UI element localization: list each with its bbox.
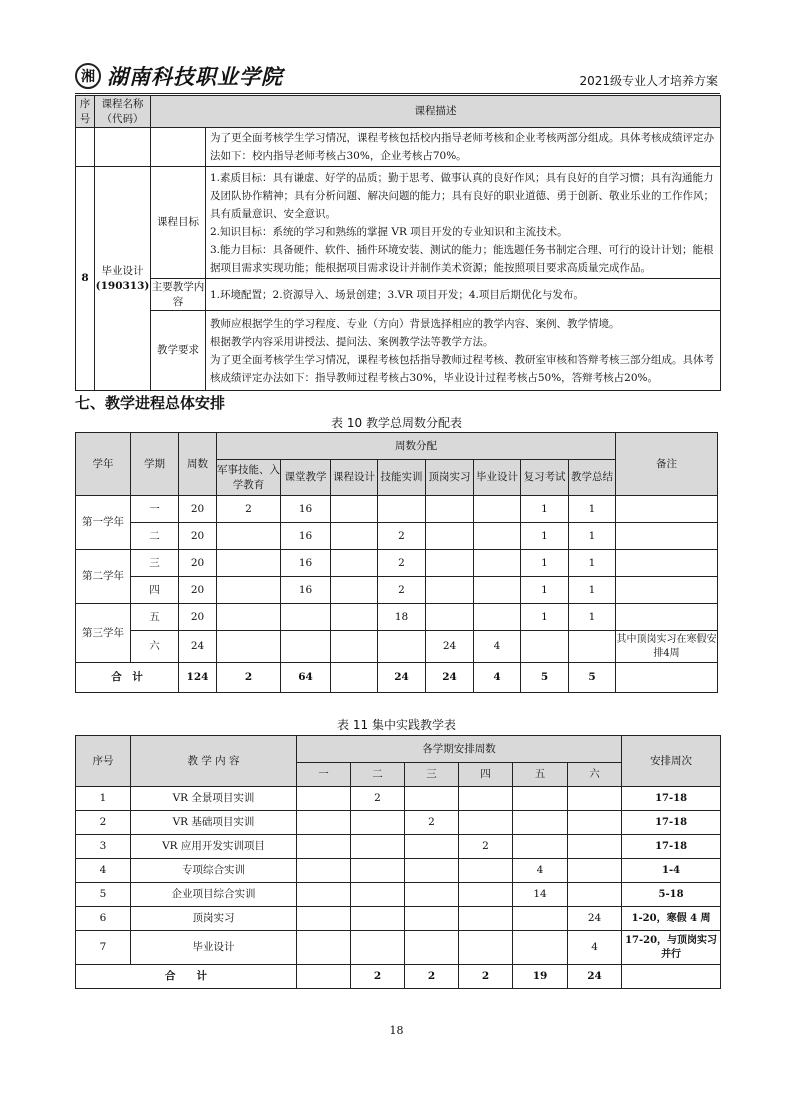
value-cell: 1 <box>569 550 616 577</box>
header-term: 学期 <box>131 433 179 496</box>
value-cell: 16 <box>281 550 331 577</box>
row-text: 1.环境配置；2.资源导入、场景创建；3.VR 项目开发；4.项目后期优化与发布。 <box>206 279 721 311</box>
term-header: 四 <box>459 763 513 787</box>
total-value <box>331 663 378 693</box>
weeks-distribution-table <box>75 432 718 693</box>
total-value: 24 <box>426 663 474 693</box>
term-value-cell <box>351 931 405 965</box>
practice-teaching-table <box>75 735 721 989</box>
term-cell: 六 <box>131 631 179 663</box>
value-cell: 2 <box>378 550 426 577</box>
weeks-cell: 20 <box>179 496 217 523</box>
term-value-cell <box>351 811 405 835</box>
table-row <box>76 550 718 577</box>
total-value: 19 <box>513 965 568 989</box>
total-value: 64 <box>281 663 331 693</box>
term-value-cell <box>405 931 459 965</box>
course-code: (190313) <box>95 279 150 292</box>
subheader: 军事技能、入学教育 <box>217 460 281 496</box>
schedule-cell: 17-18 <box>622 835 721 859</box>
year-cell: 第二学年 <box>76 550 131 604</box>
value-cell <box>217 577 281 604</box>
header-distribution: 周数分配 <box>217 433 616 460</box>
table-row <box>76 883 721 907</box>
weeks-cell: 20 <box>179 550 217 577</box>
no-cell: 5 <box>76 883 131 907</box>
value-cell <box>426 577 474 604</box>
term-cell: 四 <box>131 577 179 604</box>
row-label: 教学要求 <box>151 311 206 391</box>
term-value-cell <box>568 883 622 907</box>
term-value-cell <box>297 787 351 811</box>
no-cell: 3 <box>76 835 131 859</box>
value-cell: 18 <box>378 604 426 631</box>
value-cell: 1 <box>569 577 616 604</box>
table11-caption: 表 11 集中实践教学表 <box>337 718 456 732</box>
term-header: 六 <box>568 763 622 787</box>
value-cell <box>378 496 426 523</box>
subheader: 课程设计 <box>331 460 378 496</box>
term-value-cell <box>351 883 405 907</box>
term-value-cell <box>459 859 513 883</box>
value-cell <box>426 496 474 523</box>
course-description-table <box>75 95 721 391</box>
note-cell <box>616 577 718 604</box>
course-name: 毕业设计 <box>101 265 144 278</box>
value-cell: 1 <box>521 496 569 523</box>
term-value-cell <box>297 859 351 883</box>
term-value-cell: 24 <box>568 907 622 931</box>
term-value-cell <box>351 907 405 931</box>
value-cell: 1 <box>521 523 569 550</box>
total-value: 24 <box>378 663 426 693</box>
value-cell <box>281 631 331 663</box>
value-cell <box>331 604 378 631</box>
table-row <box>76 835 721 859</box>
value-cell: 2 <box>378 577 426 604</box>
term-value-cell <box>459 811 513 835</box>
content-cell: VR 应用开发实训项目 <box>131 835 297 859</box>
table-row <box>76 907 721 931</box>
value-cell <box>426 550 474 577</box>
term-value-cell <box>513 931 568 965</box>
header-schedule: 安排周次 <box>622 736 721 787</box>
value-cell <box>217 523 281 550</box>
value-cell <box>217 631 281 663</box>
header-content: 教 学 内 容 <box>131 736 297 787</box>
header-year: 学年 <box>76 433 131 496</box>
value-cell <box>331 631 378 663</box>
term-value-cell <box>513 907 568 931</box>
total-row <box>76 663 718 693</box>
term-value-cell: 14 <box>513 883 568 907</box>
weeks-cell: 20 <box>179 523 217 550</box>
term-value-cell: 4 <box>513 859 568 883</box>
value-cell <box>474 604 521 631</box>
note-cell <box>616 550 718 577</box>
term-value-cell: 2 <box>405 811 459 835</box>
schedule-cell: 1-20，寒假 4 周 <box>622 907 721 931</box>
value-cell: 1 <box>569 523 616 550</box>
no-cell: 1 <box>76 787 131 811</box>
course-name-cell <box>95 167 151 391</box>
value-cell: 1 <box>521 550 569 577</box>
term-value-cell <box>351 835 405 859</box>
subheader: 顶岗实习 <box>426 460 474 496</box>
total-note <box>616 663 718 693</box>
term-value-cell <box>459 787 513 811</box>
term-value-cell <box>351 859 405 883</box>
value-cell <box>474 496 521 523</box>
total-label: 合 计 <box>76 663 179 693</box>
course-no: 8 <box>76 167 95 391</box>
term-header: 二 <box>351 763 405 787</box>
term-value-cell <box>405 907 459 931</box>
total-value: 2 <box>351 965 405 989</box>
term-value-cell <box>513 787 568 811</box>
page-number: 18 <box>389 1024 404 1037</box>
total-value: 2 <box>405 965 459 989</box>
continuation-text: 为了更全面考核学生学习情况，课程考核包括校内指导老师考核和企业考核两部分组成。具体考核成绩评定办法如下：校内指导老师考核占30%，企业考核占70%。 <box>206 128 721 167</box>
value-cell <box>426 523 474 550</box>
term-value-cell <box>297 883 351 907</box>
term-value-cell <box>405 883 459 907</box>
value-cell: 16 <box>281 577 331 604</box>
total-row <box>76 965 721 989</box>
no-cell: 4 <box>76 859 131 883</box>
weeks-cell: 24 <box>179 631 217 663</box>
note-cell <box>616 604 718 631</box>
table-row <box>76 631 718 663</box>
value-cell: 16 <box>281 496 331 523</box>
header-note: 备注 <box>616 433 718 496</box>
term-cell: 一 <box>131 496 179 523</box>
no-cell: 6 <box>76 907 131 931</box>
weeks-cell: 20 <box>179 604 217 631</box>
table-header-row <box>76 433 718 460</box>
term-cell: 三 <box>131 550 179 577</box>
term-cell: 五 <box>131 604 179 631</box>
school-seal-icon: 湘 <box>75 63 101 89</box>
content-row <box>76 279 721 311</box>
term-value-cell <box>297 931 351 965</box>
school-name: 湖南科技职业学院 <box>107 64 283 89</box>
total-schedule <box>622 965 721 989</box>
schedule-cell: 17-20，与顶岗实习并行 <box>622 931 721 965</box>
term-value-cell: 2 <box>351 787 405 811</box>
term-value-cell <box>297 811 351 835</box>
value-cell: 16 <box>281 523 331 550</box>
table10-caption: 表 10 教学总周数分配表 <box>331 416 462 430</box>
term-value-cell <box>405 859 459 883</box>
value-cell <box>378 631 426 663</box>
value-cell: 24 <box>426 631 474 663</box>
subheader: 课堂教学 <box>281 460 331 496</box>
schedule-cell: 5-18 <box>622 883 721 907</box>
term-value-cell <box>405 787 459 811</box>
total-value: 2 <box>217 663 281 693</box>
value-cell <box>521 631 569 663</box>
schedule-cell: 17-18 <box>622 787 721 811</box>
note-cell <box>616 496 718 523</box>
term-value-cell <box>568 811 622 835</box>
schedule-cell: 1-4 <box>622 859 721 883</box>
content-cell: 专项综合实训 <box>131 859 297 883</box>
row-label: 主要教学内容 <box>151 279 206 311</box>
course-row <box>76 167 721 279</box>
term-value-cell <box>297 907 351 931</box>
total-value: 2 <box>459 965 513 989</box>
school-logo <box>75 62 283 90</box>
subheader: 教学总结 <box>569 460 616 496</box>
table-row <box>76 604 718 631</box>
row-label: 课程目标 <box>151 167 206 279</box>
value-cell <box>331 523 378 550</box>
no-cell: 2 <box>76 811 131 835</box>
year-cell: 第一学年 <box>76 496 131 550</box>
table-row <box>76 577 718 604</box>
value-cell <box>569 631 616 663</box>
doc-title: 2021级专业人才培养方案 <box>579 74 718 88</box>
requirement-row <box>76 311 721 391</box>
term-value-cell <box>513 811 568 835</box>
table-row <box>76 787 721 811</box>
table-row <box>76 859 721 883</box>
term-cell: 二 <box>131 523 179 550</box>
term-value-cell <box>513 835 568 859</box>
term-value-cell <box>459 907 513 931</box>
value-cell <box>331 577 378 604</box>
term-value-cell <box>568 835 622 859</box>
note-cell: 其中顶岗实习在寒假安排4周 <box>616 631 718 663</box>
value-cell: 2 <box>378 523 426 550</box>
year-cell: 第三学年 <box>76 604 131 663</box>
value-cell <box>331 496 378 523</box>
term-value-cell <box>459 883 513 907</box>
total-weeks: 124 <box>179 663 217 693</box>
total-value <box>297 965 351 989</box>
table-header-row <box>76 736 721 763</box>
value-cell <box>331 550 378 577</box>
subheader: 复习考试 <box>521 460 569 496</box>
content-cell: 企业项目综合实训 <box>131 883 297 907</box>
value-cell <box>474 523 521 550</box>
content-cell: 顶岗实习 <box>131 907 297 931</box>
total-value: 5 <box>569 663 616 693</box>
subheader: 技能实训 <box>378 460 426 496</box>
note-cell <box>616 523 718 550</box>
value-cell <box>426 604 474 631</box>
subheader: 毕业设计 <box>474 460 521 496</box>
table-row <box>76 811 721 835</box>
value-cell: 1 <box>569 604 616 631</box>
content-cell: 毕业设计 <box>131 931 297 965</box>
value-cell: 1 <box>521 577 569 604</box>
header-no: 序号 <box>76 736 131 787</box>
header-course-name: 课程名称（代码） <box>95 96 151 128</box>
total-value: 24 <box>568 965 622 989</box>
table-header-row <box>76 96 721 128</box>
table-row <box>76 523 718 550</box>
value-cell: 1 <box>521 604 569 631</box>
term-value-cell <box>568 787 622 811</box>
content-cell: VR 基础项目实训 <box>131 811 297 835</box>
row-text: 1.素质目标：具有谦虚、好学的品质；勤于思考、做事认真的良好作风；具有良好的自学习惯；具有沟通能力及团队协作精神；具有分析问题、解决问题的能力；具有良好的职业道德、勇于创新、敬业乐业的工作作风；具有质量意识、安全意识。 2.知识目标：系统的学习和熟练的掌握 VR 项目开发的专业知识和主流技术。 3.能力目标：具备硬件、软件、插件环境安装、测试的能力；能选题任务书制定合理、可行的设计计划；能根据项目需求实现功能；能根据项目需求设计并制作美术资源；能按照项目要求高质量完成作品。 <box>206 167 721 279</box>
header-term-weeks: 各学期安排周数 <box>297 736 622 763</box>
row-text: 教师应根据学生的学习程度、专业（方向）背景选择相应的教学内容、案例、教学情境。 根据教学内容采用讲授法、提问法、案例教学法等教学方法。 为了更全面考核学生学习情况，课程考核包括指导教师过程考核、教研室审核和答辩考核三部分组成。具体考核成绩评定办法如下：指导教师过程考核占30%，毕业设计过程考核占50%，答辩考核占20%。 <box>206 311 721 391</box>
schedule-cell: 17-18 <box>622 811 721 835</box>
section-title: 七、教学进程总体安排 <box>75 394 226 412</box>
term-value-cell <box>405 835 459 859</box>
value-cell <box>474 577 521 604</box>
term-value-cell: 4 <box>568 931 622 965</box>
header-no: 序号 <box>76 96 95 128</box>
value-cell <box>474 550 521 577</box>
weeks-table-body <box>76 496 718 693</box>
table-row <box>76 931 721 965</box>
term-header: 三 <box>405 763 459 787</box>
value-cell: 1 <box>569 496 616 523</box>
header-course-desc: 课程描述 <box>151 96 721 128</box>
term-value-cell <box>459 931 513 965</box>
value-cell: 2 <box>217 496 281 523</box>
content-cell: VR 全景项目实训 <box>131 787 297 811</box>
total-value: 4 <box>474 663 521 693</box>
page-header <box>75 58 720 94</box>
weeks-cell: 20 <box>179 577 217 604</box>
value-cell <box>217 604 281 631</box>
total-value: 5 <box>521 663 569 693</box>
total-label: 合 计 <box>76 965 297 989</box>
term-value-cell <box>297 835 351 859</box>
table-row <box>76 496 718 523</box>
no-cell: 7 <box>76 931 131 965</box>
value-cell <box>281 604 331 631</box>
header-weeks: 周数 <box>179 433 217 496</box>
term-header: 一 <box>297 763 351 787</box>
term-value-cell <box>568 859 622 883</box>
value-cell <box>217 550 281 577</box>
value-cell: 4 <box>474 631 521 663</box>
practice-table-body <box>76 787 721 989</box>
continuation-row <box>76 128 721 167</box>
term-value-cell: 2 <box>459 835 513 859</box>
term-header: 五 <box>513 763 568 787</box>
